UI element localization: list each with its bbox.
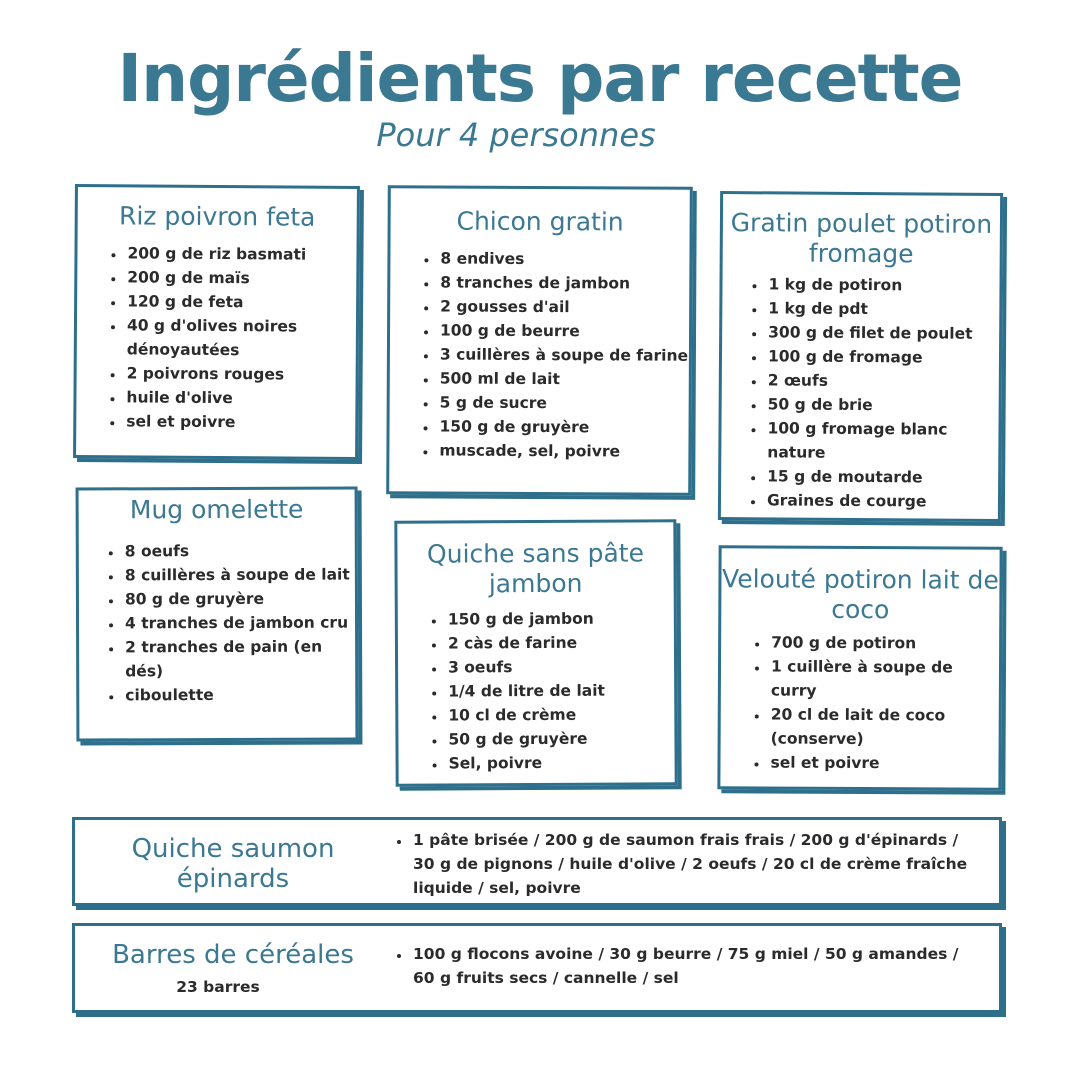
ingredient-item: • 8 tranches de jambon <box>438 270 689 295</box>
ingredient-item: • 200 g de maïs <box>125 265 356 291</box>
ingredient-item: • 1 kg de potiron <box>766 272 999 298</box>
recipe-title: Barres de céréales <box>112 940 354 970</box>
ingredient-item: • 700 g de potiron <box>769 631 999 656</box>
ingredient-item: • 500 ml de lait <box>438 366 689 391</box>
ingredient-item: • huile d'olive <box>124 385 355 411</box>
yield-note: 23 barres <box>176 978 260 996</box>
ingredient-item: • 300 g de filet de poulet <box>766 320 999 346</box>
ingredient-item: • Sel, poivre <box>447 750 675 775</box>
ingredient-item: • 120 g de feta <box>125 289 356 315</box>
ingredient-item: • sel et poivre <box>768 751 998 776</box>
ingredient-list <box>389 246 689 464</box>
recipe-title: Gratin poulet potiron fromage <box>730 208 993 269</box>
ingredient-item: • 3 cuillères à soupe de farine <box>438 342 689 367</box>
ingredient-item: • 1 cuillère à soupe de curry <box>769 655 999 704</box>
ingredient-item: • 20 cl de lait de coco (conserve) <box>769 703 999 752</box>
ingredient-item: • 2 poivrons rouges <box>125 361 356 387</box>
recipe-card-barres-cereales <box>72 923 1002 1013</box>
ingredient-item: • 8 endives <box>438 246 689 271</box>
ingredient-item: • 2 càs de farine <box>446 630 674 655</box>
ingredient-item: • 15 g de moutarde <box>765 464 998 490</box>
ingredient-item: • 80 g de gruyère <box>123 587 355 612</box>
ingredient-item: • 8 oeufs <box>123 539 355 564</box>
ingredient-item: • 1 kg de pdt <box>766 296 999 322</box>
recipe-title: Mug omelette <box>129 494 304 525</box>
recipe-header <box>75 926 391 996</box>
recipe-title: Quiche sans pâte jambon <box>426 538 645 599</box>
ingredient-item: • 4 tranches de jambon cru <box>123 611 355 636</box>
ingredient-item: • 1 pâte brisée / 200 g de saumon frais frais / 200 g d'épinards / 30 g de pignons / huile d'olive / 2 oeufs / 20 cl de crème fraîche liquide / sel, poivre <box>411 828 975 900</box>
ingredient-item: • 3 oeufs <box>446 654 674 679</box>
ingredient-item: • 50 g de gruyère <box>446 726 674 751</box>
ingredient-item: • 2 tranches de pain (en dés) <box>123 635 355 684</box>
recipe-title: Riz poivron feta <box>118 201 316 232</box>
ingredient-list <box>391 820 999 900</box>
ingredient-item: • ciboulette <box>123 683 355 708</box>
recipe-card-veloute-potiron <box>717 545 1002 790</box>
ingredient-item: • 40 g d'olives noires dénoyautées <box>125 313 356 363</box>
ingredient-item: • 100 g fromage blanc nature <box>765 416 998 466</box>
ingredient-item: • 2 gousses d'ail <box>438 294 689 319</box>
recipe-title: Velouté potiron lait de coco <box>722 564 999 625</box>
ingredient-item: • Graines de courge <box>765 488 998 514</box>
ingredient-list <box>391 926 999 990</box>
ingredient-item: • 150 g de gruyère <box>437 414 688 439</box>
ingredient-item: • muscade, sel, poivre <box>437 438 688 463</box>
ingredient-item: • 1/4 de litre de lait <box>446 678 674 703</box>
ingredient-item: • 100 g de beurre <box>438 318 689 343</box>
recipe-card-mug-omelette <box>76 487 359 742</box>
recipe-card-chicon-gratin <box>386 185 693 496</box>
ingredient-item: • sel et poivre <box>124 409 355 435</box>
page-subtitle: Pour 4 personnes <box>376 116 656 154</box>
recipe-card-quiche-saumon <box>72 817 1002 906</box>
recipe-card-gratin-poulet <box>718 191 1003 522</box>
ingredient-list <box>721 272 1000 514</box>
ingredient-item: • 50 g de brie <box>766 392 999 418</box>
recipe-title: Quiche saumon épinards <box>131 834 335 894</box>
page-title: Ingrédients par recette <box>117 40 963 117</box>
recipe-header <box>75 820 391 894</box>
ingredient-list <box>79 539 356 708</box>
ingredient-item: • 200 g de riz basmati <box>125 241 356 267</box>
ingredient-item: • 10 cl de crème <box>446 702 674 727</box>
ingredient-item: • 5 g de sucre <box>438 390 689 415</box>
recipe-card-riz-poivron-feta <box>73 184 360 460</box>
ingredient-list <box>720 630 999 775</box>
ingredient-item: • 8 cuillères à soupe de lait <box>123 563 355 588</box>
ingredient-list <box>76 241 356 435</box>
ingredient-list <box>398 606 675 775</box>
recipe-title: Chicon gratin <box>456 206 624 237</box>
ingredient-item: • 100 g flocons avoine / 30 g beurre / 75 g miel / 50 g amandes / 60 g fruits secs / cannelle / sel <box>411 942 975 990</box>
ingredient-item: • 150 g de jambon <box>446 606 674 631</box>
ingredient-item: • 100 g de fromage <box>766 344 999 370</box>
recipe-card-quiche-sans-pate <box>394 519 677 786</box>
ingredient-item: • 2 œufs <box>766 368 999 394</box>
